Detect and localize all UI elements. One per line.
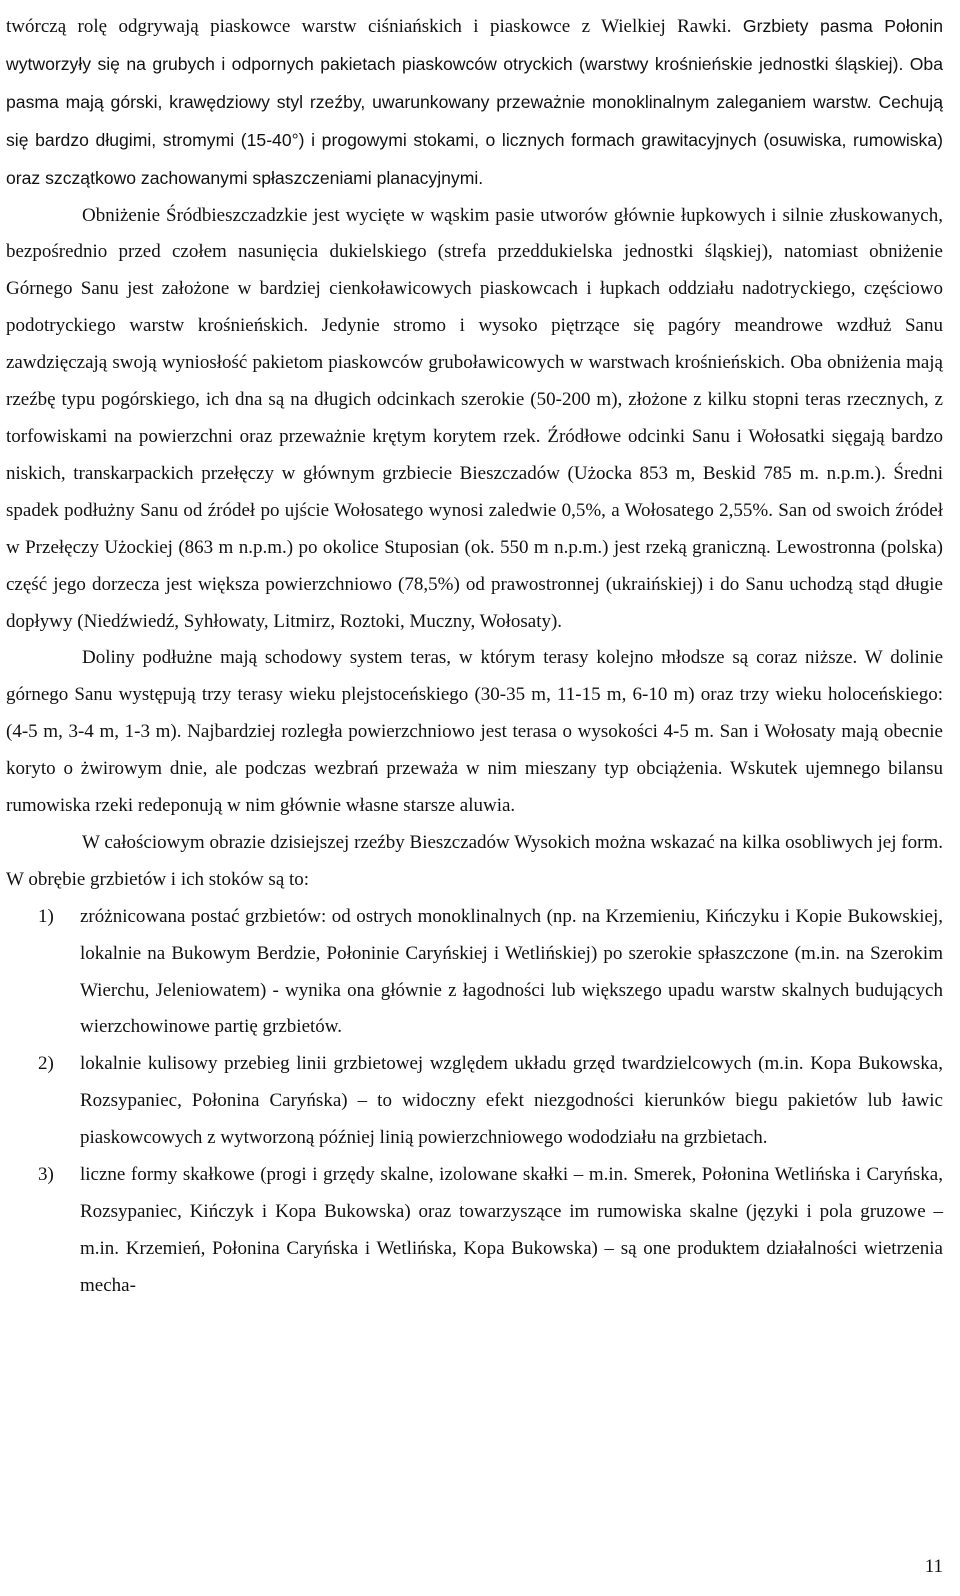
list-item [6,899,943,1047]
page-number: 11 [924,1556,943,1578]
list-item-text: liczne formy skałkowe (progi i grzędy skalne, izolowane skałki – m.in. Smerek, Połonina Wetlińska i Caryńska, Rozsypaniec, Kińczyk i Kopa Bukowska) oraz towarzyszące im rumowiska skalne (języki i pola gruzowe – m.in. Krzemień, Połonina Caryńska i Wetlińska, Kopa Bukowska) – są one produktem działalności wietrzenia mecha- [80,1164,943,1296]
list-item-text: lokalnie kulisowy przebieg linii grzbietowej względem układu grzęd twardzielcowych (m.in. Kopa Bukowska, Rozsypaniec, Połonina Caryńska) – to widoczny efekt niezgodności kierunków biegu pakietów lub ławic piaskowcowych z wytworzoną później linią powierzchniowego wododziału na grzbietach. [80,1053,943,1149]
paragraph-4: W całościowym obrazie dzisiejszej rzeźby Bieszczadów Wysokich można wskazać na kilka osobliwych jej form. W obrębie grzbietów i ich stoków są to: [6,831,943,890]
paragraph-2: Obniżenie Śródbieszczadzkie jest wycięte w wąskim pasie utworów głównie łupkowych i silnie złuskowanych, bezpośrednio przed czołem nasunięcia dukielskiego (strefa przeddukielska jednostki śląskiej), natomiast obniżenie Górnego Sanu jest założone w bardziej cienkoławicowych piaskowcach i łupkach oddziału nadotryckiego, częściowo podotryckiego warstw krośnieńskich. Jedynie stromo i wysoko piętrzące się pagóry meandrowe wzdłuż Sanu zawdzięczają swoją wyniosłość pakietom piaskowców gruboławicowych w warstwach krośnieńskich. Oba obniżenia mają rzeźbę typu pogórskiego, ich dna są na długich odcinkach szerokie (50-200 m), złożone z kilku stopni teras rzecznych, z torfowiskami na powierzchni oraz przeważnie krętym korytem rzek. Źródłowe odcinki Sanu i Wołosatki sięgają bardzo niskich, transkarpackich przełęczy w głównym grzbiecie Bieszczadów (Użocka 853 m, Beskid 785 m. n.p.m.). Średni spadek podłużny Sanu od źródeł po ujście Wołosatego wynosi zaledwie 0,5%, a Wołosatego 2,55%. San od swoich źródeł w Przełęczy Użockiej (863 m n.p.m.) po okolice Stuposian (ok. 550 m n.p.m.) jest rzeką graniczną. Lewostronna (polska) część jego dorzecza jest większa powierzchniowo (78,5%) od prawostronnej (ukraińskiej) i do Sanu uchodzą stąd długie dopływy (Niedźwiedź, Syhłowaty, Litmirz, Roztoki, Muczny, Wołosaty). [6,204,943,632]
list-number: 2) [38,1053,54,1075]
landform-list [6,899,943,1305]
list-item-text: zróżnicowana postać grzbietów: od ostrych monoklinalnych (np. na Krzemieniu, Kińczyku i Kopie Bukowskiej, lokalnie na Bukowym Berdzie, Połoninie Caryńskiej i Wetlińskiej) po szerokie spłaszczone (m.in. na Szerokim Wierchu, Jeleniowatem) - wynika ona głównie z łagodności lub większego upadu warstw skalnych budujących wierzchowinowe partię grzbietów. [80,905,943,1038]
paragraph-3: Doliny podłużne mają schodowy system teras, w którym terasy kolejno młodsze są coraz niższe. W dolinie górnego Sanu występują trzy terasy wieku plejstoceńskiego (30-35 m, 11-15 m, 6-10 m) oraz trzy wieku holoceńskiego: (4-5 m, 3-4 m, 1-3 m). Najbardziej rozległa powierzchniowo jest terasa o wysokości 4-5 m. San i Wołosaty mają obecnie koryto o żwirowym dnie, ale podczas wezbrań przeważa w nim mieszany typ obciążenia. Wskutek ujemnego bilansu rumowiska rzeki redeponują w nim głównie własne starsze aluwia. [6,647,943,817]
list-item [6,1157,943,1305]
paragraph-1-sans-part: Grzbiety pasma Połonin wytworzyły się na grubych i odpornych pakietach piaskowców otryckich (warstwy krośnieńskie jednostki śląskiej). Oba pasma mają górski, krawędziowy styl rzeźby, uwarunkowany przeważnie monoklinalnym zaleganiem warstw. Cechują się bardzo długimi, stromymi (15-40°) i progowymi stokami, o licznych formach grawitacyjnych (osuwiska, rumowiska) oraz szczątkowo zachowanymi spłaszczeniami planacyjnymi. [6,16,943,188]
paragraph-1 [6,8,943,198]
list-number: 1) [38,905,54,927]
list-item [6,1046,943,1157]
list-number: 3) [38,1164,54,1186]
paragraph-1-serif-part: twórczą rolę odgrywają piaskowce warstw ciśniańskich i piaskowce z Wielkiej Rawki. [6,16,743,37]
